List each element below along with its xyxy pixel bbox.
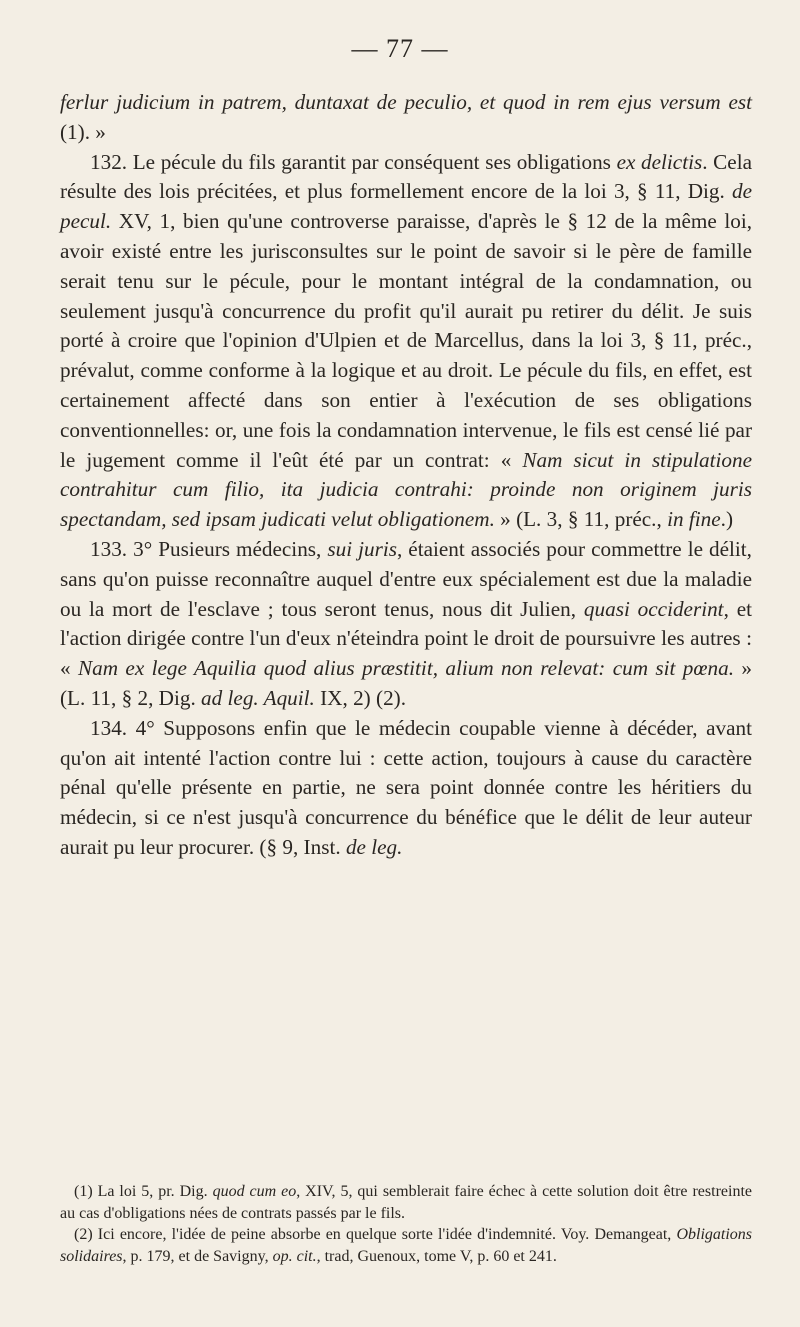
text-run: 133. 3° Pusieurs médecins, (90, 536, 328, 561)
text-run: Nam ex lege Aquilia quod alius præstitit, alium non relevat: cum sit pœna. (78, 656, 735, 681)
footnote-run: (2) Ici encore, l'idée de peine absorbe en quelque sorte l'idée d'indemnité. Voy. Demangeat, (74, 1226, 677, 1243)
footnote-2 (60, 1224, 752, 1267)
footnote-run: , trad, Guenoux, tome V, p. 60 et 241. (316, 1247, 557, 1265)
paragraph-133 (60, 535, 752, 714)
footnote-run: , p. 179, et de Savigny, (122, 1247, 273, 1265)
text-run: in fine (667, 507, 721, 532)
text-run: . Cela résulte des lois précitées, et plus formellement encore de la loi 3, § 11, Dig. (60, 149, 753, 204)
page-number: — 77 — (351, 34, 449, 63)
text-run: de pecul. (60, 179, 752, 234)
text-run: (1). » (60, 119, 106, 144)
text-run: , et l'action dirigée contre l'un d'eux n'éteindra point le droit de poursuivre les autres : « (60, 596, 753, 681)
text-run: de leg. (345, 834, 403, 859)
text-run: ex delictis (616, 149, 703, 174)
footnotes (60, 1181, 752, 1267)
text-run: quasi occiderint (583, 596, 724, 621)
footnote-run: quod cum eo (212, 1183, 297, 1200)
text-run: 132. Le pécule du fils garantit par conséquent ses obligations (90, 149, 617, 174)
text-run: 134. 4° Supposons enfin que le médecin coupable vienne à décéder, avant qu'on ait intenté l'action contre lui : cette action, toujours à cause du caractère pénal qu'elle présente en partie, ne sera point donnée contre les héritiers du médecin, si ce n'est jusqu'à concurrence du bénéfice que le délit de leur auteur aurait pu leur procurer. (§ 9, Inst. (60, 715, 752, 859)
footnote-run: , XIV, 5, qui semblerait faire échec à cette solution doit être restreinte au cas d'obligations nées de contrats passés par le fils. (60, 1183, 753, 1222)
text-run: IX, 2) (2). (314, 685, 407, 710)
text-run: Nam sicut in stipulatione contrahitur cum filio, ita judicia contrahi: proinde non originem juris spectandam, sed ipsam judicati velut obligationem. (60, 447, 752, 532)
footnote-run: Obligations solidaires (60, 1226, 752, 1265)
text-run: » (L. 3, § 11, préc., (494, 507, 668, 532)
text-run: » (L. 11, § 2, Dig. (60, 656, 753, 710)
text-run: ferlur judicium in patrem, duntaxat de peculio, et quod in rem ejus versum est (60, 90, 752, 114)
paragraph-134 (60, 714, 752, 863)
text-run: , étaient associés pour commettre le délit, sans qu'on puisse reconnaître auquel d'entre eux spécialement est due la maladie ou la mort de l'esclave ; tous seront tenus, nous dit Julien, (60, 536, 752, 621)
text-run: .) (720, 507, 733, 532)
paragraph-continuation (60, 88, 752, 148)
footnote-run: (1) La loi 5, pr. Dig. (74, 1183, 213, 1200)
paragraph-132 (60, 148, 752, 535)
footnote-run: op. cit. (272, 1247, 317, 1265)
text-run: sui juris (327, 536, 397, 561)
footnote-1 (60, 1181, 752, 1224)
body-text (60, 88, 752, 863)
text-run: XV, 1, bien qu'une controverse paraisse, d'après le § 12 de la même loi, avoir existé entre les jurisconsultes sur le point de savoir si le père de famille serait tenu sur le pécule, pour le montant intégral de la condamnation, ou seulement jusqu'à concurrence du profit qu'il aurait pu retirer du délit. Je suis porté à croire que l'opinion d'Ulpien et de Marcellus, dans la loi 3, § 11, préc., prévalut, comme conforme à la logique et au droit. Le pécule du fils, en effet, est certainement affecté dans son entier à l'exécution de ses obligations conventionnelles: or, une fois la condamnation intervenue, le fils est censé lié par le jugement comme il l'eût été par un contrat: « (60, 209, 752, 472)
text-run: ad leg. Aquil. (201, 685, 315, 710)
